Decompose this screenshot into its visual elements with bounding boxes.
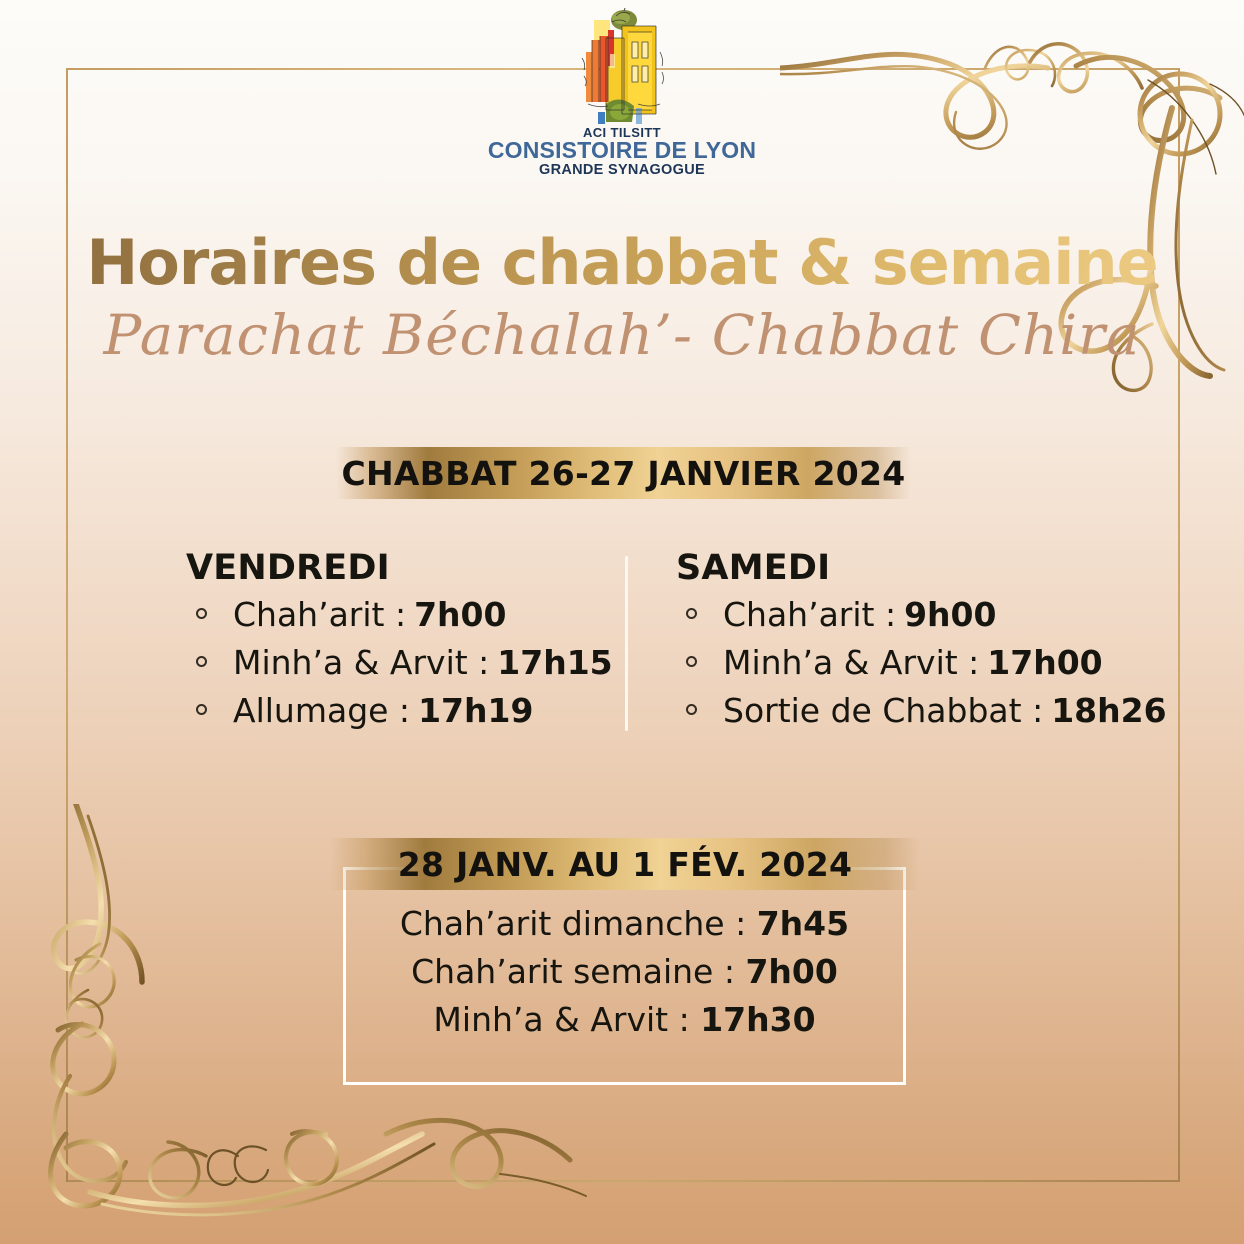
schedule-row: [186, 595, 613, 634]
schedule-time: 7h45: [756, 904, 850, 943]
logo-line-aci-tilsitt: ACI TILSITT: [582, 125, 662, 140]
page-subtitle: Parachat Béchalah’- Chabbat Chira: [103, 303, 1141, 367]
schedule-label: Chah’arit semaine :: [411, 951, 735, 991]
schedule-time: 9h00: [904, 595, 997, 634]
schedule-label: Minh’a & Arvit :: [433, 999, 690, 1039]
schedule-row: [343, 900, 906, 948]
schedule-label: Minh’a & Arvit :: [233, 643, 490, 682]
schedule-label: Sortie de Chabbat :: [723, 691, 1044, 730]
bullet-circle-icon: [686, 608, 697, 619]
schedule-row: [186, 691, 613, 730]
bullet-circle-icon: [196, 704, 207, 715]
semaine-schedule-list: [343, 900, 906, 1044]
synagogue-building-illustration-icon: [576, 8, 668, 128]
bullet-circle-icon: [196, 608, 207, 619]
schedule-column-samedi: [676, 548, 1167, 739]
bullet-circle-icon: [196, 656, 207, 667]
column-divider: [625, 556, 628, 731]
schedule-label: Chah’arit dimanche :: [399, 904, 747, 943]
schedule-row: [186, 643, 613, 682]
day-heading-samedi: SAMEDI: [676, 548, 831, 588]
day-heading-vendredi: VENDREDI: [186, 548, 390, 588]
schedule-label: Chah’arit :: [723, 595, 897, 634]
schedule-row: [343, 948, 906, 996]
schedule-column-vendredi: [186, 548, 613, 739]
page-title: Horaires de chabbat & semaine: [0, 226, 1244, 299]
schedule-row: [676, 691, 1167, 730]
schedule-label: Allumage :: [233, 691, 411, 730]
schedule-label: Minh’a & Arvit :: [723, 643, 980, 682]
schedule-time: 17h30: [700, 999, 816, 1039]
bullet-circle-icon: [686, 704, 697, 715]
logo-line-grande-synagogue: GRANDE SYNAGOGUE: [539, 161, 705, 178]
schedule-row: [676, 595, 1167, 634]
schedule-row: [676, 643, 1167, 682]
schedule-list-vendredi: [186, 595, 613, 730]
schedule-time: 7h00: [745, 951, 838, 991]
logo-line-consistoire: CONSISTOIRE DE LYON: [487, 137, 757, 164]
schedule-list-samedi: [676, 595, 1167, 730]
semaine-date-banner: [330, 838, 920, 890]
semaine-date-banner-text: 28 JANV. AU 1 FÉV. 2024: [397, 844, 853, 884]
schedule-time: 17h19: [418, 691, 534, 730]
schedule-time: 17h00: [987, 643, 1103, 682]
schedule-time: 17h15: [497, 643, 613, 682]
headline-block: [0, 226, 1244, 367]
frame-bottom-border: [66, 1180, 1180, 1182]
chabbat-date-banner-text: CHABBAT 26-27 JANVIER 2024: [341, 453, 906, 493]
schedule-time: 18h26: [1051, 691, 1167, 730]
schedule-label: Chah’arit :: [233, 595, 407, 634]
chabbat-date-banner: [336, 447, 911, 499]
schedule-row: [343, 996, 906, 1044]
organization-logo: [0, 8, 1244, 177]
bullet-circle-icon: [686, 656, 697, 667]
schedule-time: 7h00: [414, 595, 507, 634]
